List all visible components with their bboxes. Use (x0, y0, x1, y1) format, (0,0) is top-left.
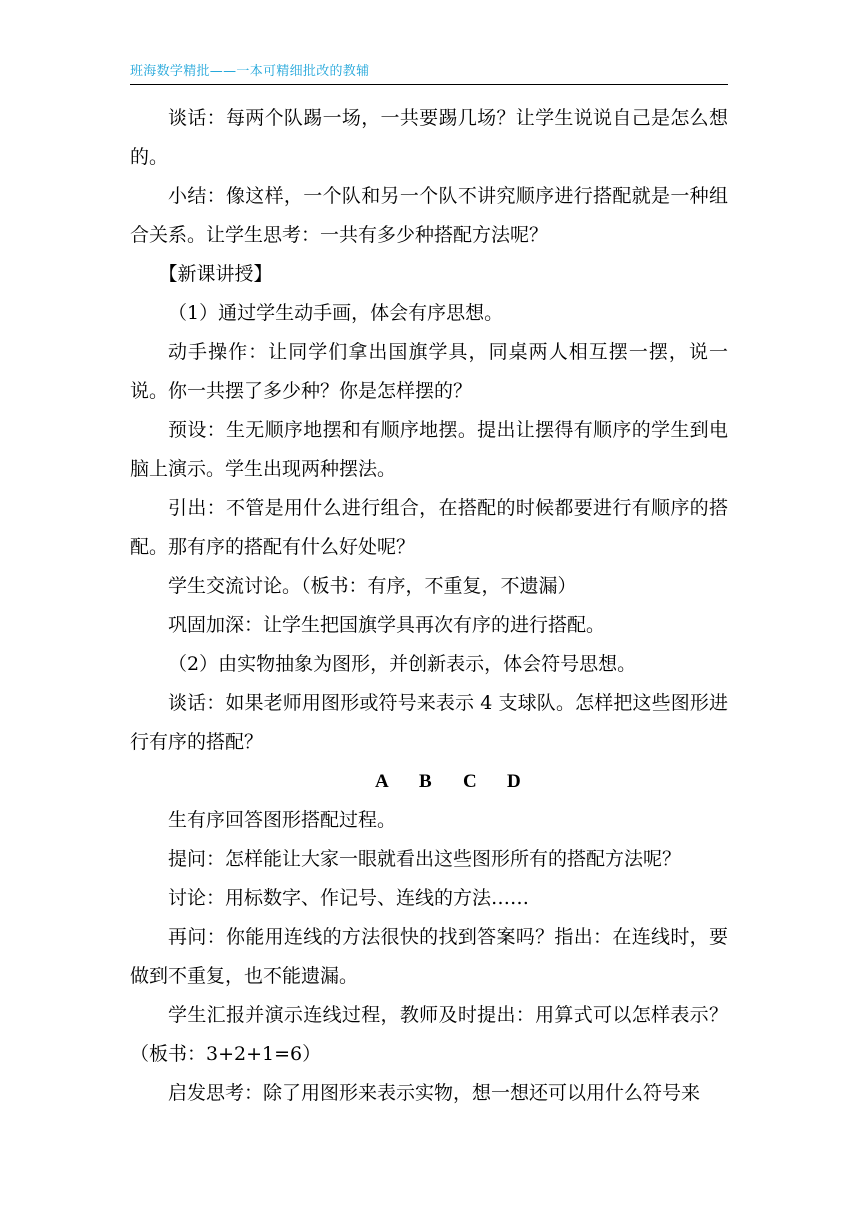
paragraph-lead: 引出：不管是用什么进行组合，在搭配的时候都要进行有顺序的搭配。那有序的搭配有什么好处呢？ (130, 497, 728, 558)
paragraph-consolidate: 巩固加深：让学生把国旗学具再次有序的进行搭配。 (168, 614, 606, 636)
paragraph-report: 学生汇报并演示连线过程，教师及时提出：用算式可以怎样表示？（板书：3+2+1=6） (130, 1004, 728, 1065)
paragraph-hands-on: 动手操作：让同学们拿出国旗学具，同桌两人相互摆一摆，说一说。你一共摆了多少种？你是怎样摆的？ (130, 341, 728, 402)
paragraph-answer: 生有序回答图形搭配过程。 (168, 809, 397, 831)
document-body (130, 99, 728, 1113)
paragraph-summary: 小结：像这样，一个队和另一个队不讲究顺序进行搭配就是一种组合关系。让学生思考：一共有多少种搭配方法呢？ (130, 185, 728, 246)
letter-a: A (375, 771, 389, 792)
paragraph-talk-2: 谈话：如果老师用图形或符号来表示 4 支球队。怎样把这些图形进行有序的搭配？ (130, 692, 728, 753)
paragraph-ask-again: 再问：你能用连线的方法很快的找到答案吗？指出：在连线时，要做到不重复，也不能遗漏。 (130, 926, 728, 987)
header-title: 班海数学精批——一本可精细批改的教辅 (130, 64, 370, 79)
section-heading: 【新课讲授】 (158, 263, 273, 285)
subsection-2: （2）由实物抽象为图形，并创新表示，体会符号思想。 (168, 653, 637, 675)
letter-c: C (463, 771, 477, 792)
paragraph-methods: 讨论：用标数字、作记号、连线的方法…… (168, 887, 530, 909)
paragraph-discussion: 学生交流讨论。（板书：有序，不重复，不遗漏） (168, 575, 577, 597)
letter-b: B (419, 771, 432, 792)
paragraph-inspire: 启发思考：除了用图形来表示实物，想一想还可以用什么符号来 (168, 1082, 701, 1104)
team-letters (130, 762, 728, 801)
letter-d: D (507, 771, 521, 792)
paragraph-talk: 谈话：每两个队踢一场，一共要踢几场？让学生说说自己是怎么想的。 (130, 107, 728, 168)
page-header (130, 62, 728, 85)
paragraph-question: 提问：怎样能让大家一眼就看出这些图形所有的搭配方法呢？ (168, 848, 682, 870)
subsection-1: （1）通过学生动手画，体会有序思想。 (168, 302, 504, 324)
paragraph-preset: 预设：生无顺序地摆和有顺序地摆。提出让摆得有顺序的学生到电脑上演示。学生出现两种摆法。 (130, 419, 728, 480)
